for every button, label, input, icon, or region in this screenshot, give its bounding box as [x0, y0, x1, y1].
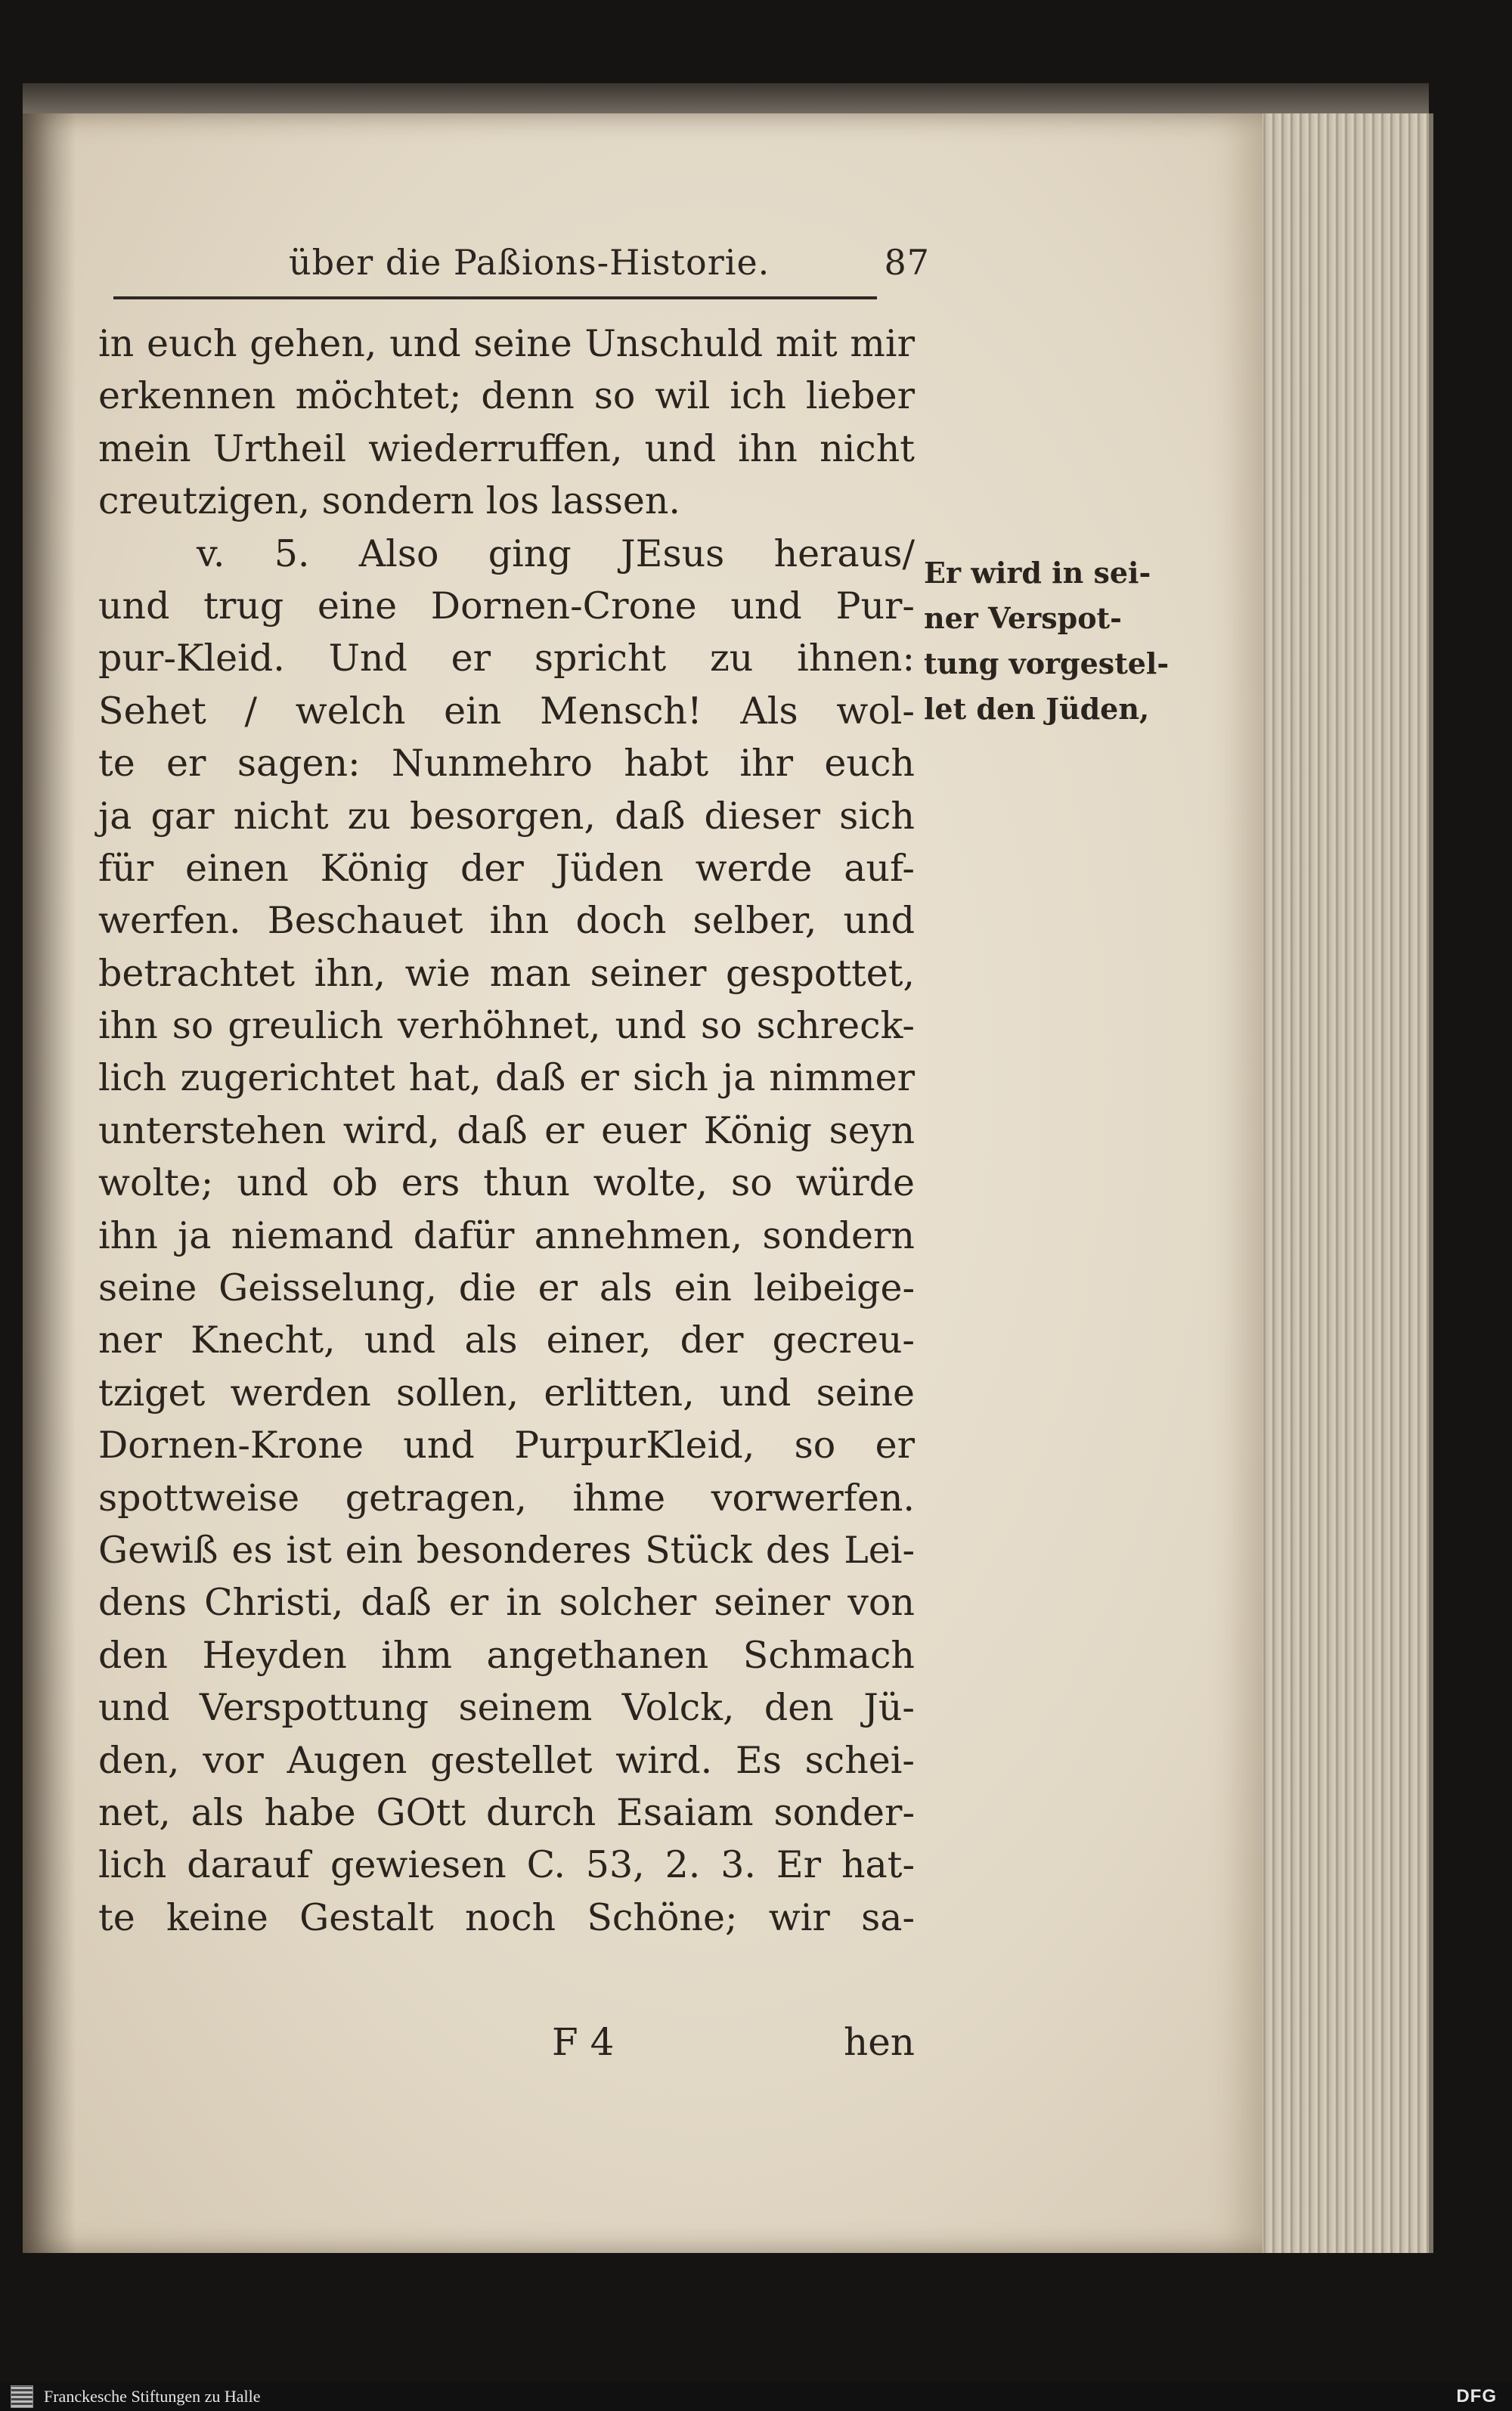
- text-line: und Verspottung seinem Volck, den Jü-: [98, 1686, 915, 1730]
- page-block-edges: [1240, 113, 1433, 2253]
- text-line: betrachtet ihn, wie man seiner gespottet,: [98, 951, 915, 995]
- text-line: den, vor Augen gestellet wird. Es schei-: [98, 1738, 915, 1782]
- signature-mark: F 4: [552, 2020, 615, 2064]
- text-line: ihn ja niemand dafür annehmen, sondern: [98, 1213, 915, 1257]
- text-line: dens Christi, daß er in solcher seiner von: [98, 1581, 915, 1625]
- margin-note: [924, 550, 1181, 732]
- institution-logo-icon: [11, 2385, 33, 2408]
- margin-note-line: let den Jüden,: [924, 692, 1150, 726]
- text-line: erkennen möchtet; denn so wil ich lieber: [98, 374, 915, 418]
- text-line: für einen König der Jüden werde auf-: [98, 846, 915, 890]
- page-number: 87: [884, 242, 930, 283]
- text-line: und trug eine Dornen-Crone und Pur-: [98, 584, 915, 628]
- institution-credit: Franckesche Stiftungen zu Halle: [44, 2387, 261, 2406]
- text-line: seine Geisselung, die er als ein leibeige-: [98, 1266, 915, 1310]
- text-line: v. 5. Also ging JEsus heraus/: [197, 531, 915, 575]
- text-line: tziget werden sollen, erlitten, und seine: [98, 1371, 915, 1415]
- text-line: ja gar nicht zu besorgen, daß dieser sich: [98, 794, 915, 838]
- text-line: den Heyden ihm angethanen Schmach: [98, 1633, 915, 1677]
- margin-note-line: tung vorgestel-: [924, 646, 1170, 680]
- gutter-shadow: [23, 113, 76, 2253]
- text-line: te er sagen: Nunmehro habt ihr euch: [98, 742, 915, 786]
- text-line: ihn so greulich verhöhnet, und so schreck-: [98, 1004, 915, 1048]
- header-rule: [113, 296, 877, 299]
- text-line: lich darauf gewiesen C. 53, 2. 3. Er hat-: [98, 1843, 915, 1887]
- running-title: über die Paßions-Historie.: [289, 242, 770, 283]
- main-text-block: [98, 318, 915, 1944]
- margin-note-line: Er wird in sei-: [924, 556, 1151, 590]
- text-line: Dornen-Krone und PurpurKleid, so er: [98, 1424, 915, 1467]
- text-line: te keine Gestalt noch Schöne; wir sa-: [98, 1895, 915, 1939]
- text-line: spottweise getragen, ihme vorwerfen.: [98, 1476, 915, 1520]
- page-footer: [98, 2020, 915, 2073]
- margin-note-line: ner Verspot-: [924, 601, 1122, 635]
- text-line: pur-Kleid. Und er spricht zu ihnen:: [98, 637, 915, 680]
- page-header: [280, 242, 930, 287]
- text-line: werfen. Beschauet ihn doch selber, und: [98, 899, 915, 943]
- credit-bar: [0, 2382, 1512, 2411]
- text-line: wolte; und ob ers thun wolte, so würde: [98, 1161, 915, 1205]
- text-line: ner Knecht, und als einer, der gecreu-: [98, 1319, 915, 1362]
- text-line: mein Urtheil wiederruffen, und ihn nicht: [98, 426, 915, 470]
- text-line: Sehet / welch ein Mensch! Als wol-: [98, 689, 915, 733]
- text-line: creutzigen, sondern los lassen.: [98, 479, 681, 523]
- catchword: hen: [844, 2020, 915, 2064]
- funder-credit: DFG: [1456, 2386, 1497, 2406]
- text-line: unterstehen wird, daß er euer König seyn: [98, 1108, 915, 1152]
- text-line: Gewiß es ist ein besonderes Stück des Lei-: [98, 1528, 915, 1572]
- text-line: in euch gehen, und seine Unschuld mit mir: [98, 322, 915, 365]
- text-line: lich zugerichtet hat, daß er sich ja nimmer: [98, 1056, 915, 1100]
- text-line: net, als habe GOtt durch Esaiam sonder-: [98, 1790, 915, 1834]
